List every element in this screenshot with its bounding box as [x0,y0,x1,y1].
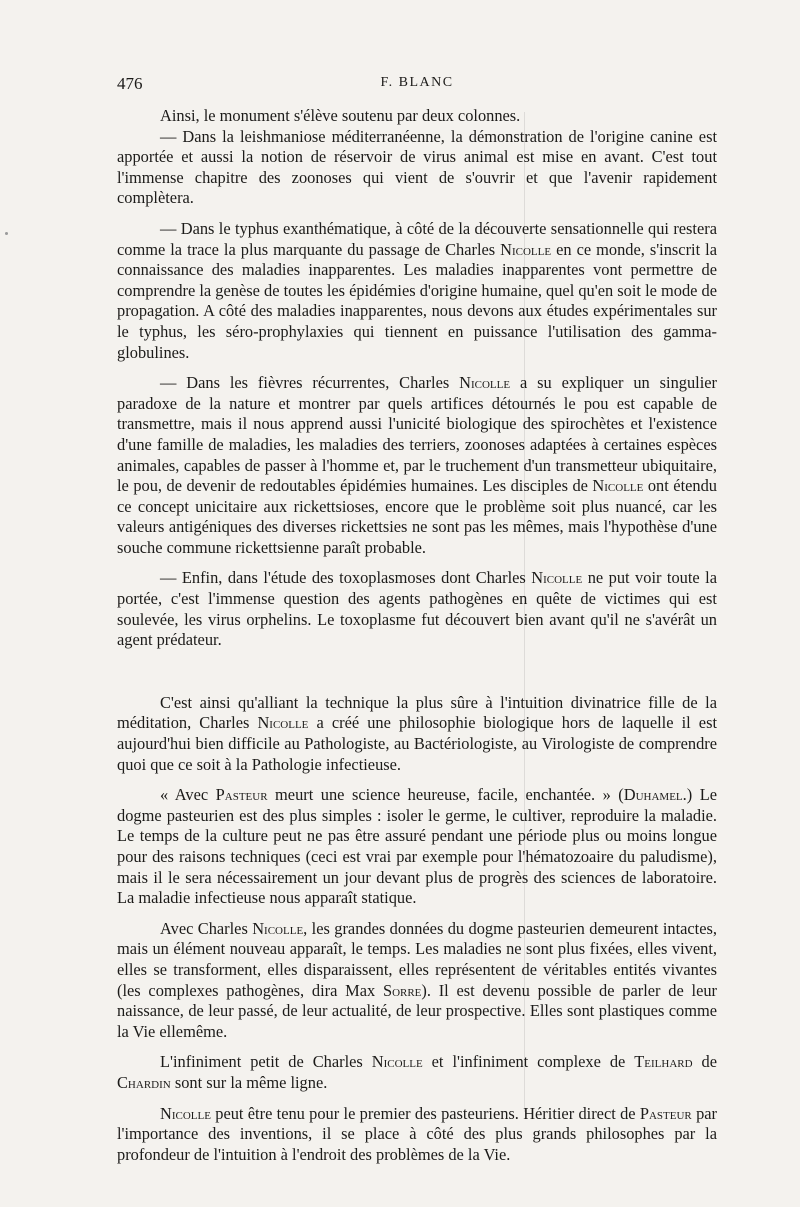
running-head: F. BLANC [380,75,454,90]
text-run: Avec Charles [160,918,253,938]
author-name: Nicolle [592,476,644,496]
text-run: — Enfin, dans l'étude des toxoplasmoses dont Charles [160,568,532,588]
paragraph [117,106,717,127]
author-name: Sorre [382,980,422,1000]
author-name: Nicolle [371,1052,423,1072]
text-run: L'infiniment petit de Charles [160,1052,372,1072]
paragraph [117,373,717,558]
text-run: — Dans les fièvres récurrentes, Charles [160,373,460,393]
paragraph [117,919,717,1043]
text-run: a créé une philosophie biologique hors de laquelle il est aujourd'hui bien difficile au Pathologiste, au Bactériologiste, au Virologiste de comprendre quoi que ce soit à la Pathologie infectieuse. [117,713,718,774]
text-run: et l'infiniment complexe de [422,1052,635,1072]
paragraph [117,1052,717,1093]
author-name: Nicolle [160,1103,211,1123]
page-header [117,74,717,98]
text-run: a su expliquer un singulier paradoxe de la nature et montrer par quels artifices détournés le pou est capable de transmettre, mais il nous apprend aussi l'unicité biologique des spirochètes et l'existence d'une famille de maladies, les maladies des terriers, zoonoses adaptées à certaines espèces animales, capables de passer à l'homme et, par le truchement d'un transmetteur ubiquitaire, le pou, de devenir de redoutables épidémies humaines. Les disciples de [117,373,717,496]
author-name: Duhamel. [623,785,687,805]
text-run: sont sur la même ligne. [170,1072,328,1092]
text-run: Ainsi, le monument s'élève soutenu par deux colonnes. [160,106,521,125]
text-run: ). Il est devenu possible de parler de leur naissance, de leur passé, de leur actualité, de leur prospective. Elles sont plastiques comme la Vie ellemême. [117,980,717,1041]
body-text [117,106,717,1165]
author-name: Nicolle [500,239,552,259]
author-name: Chardin [117,1072,171,1092]
author-name: Nicolle [459,373,511,393]
author-name: Nicolle [531,568,583,588]
author-name: Nicolle [257,713,309,733]
text-run: par l'importance des inventions, il se place à côté des plus grands philosophes par la profondeur de l'intuition à l'endroit des problèmes de la Vie. [117,1103,717,1164]
paragraph [117,568,717,650]
paragraph [117,219,717,363]
author-name: Nicolle [252,918,304,938]
text-run: en ce monde, s'inscrit la connaissance des maladies inapparentes. Les maladies inapparentes vont permettre de comprendre la genèse de toutes les épidémies d'origine humaine, quel qu'en soit le mode de propagation. A côté des maladies inapparentes, nous devons aux études expérimentales sur le typhus, les séro-prophylaxies qui tiennent en puissance l'utilisation des gamma-globulines. [117,239,717,362]
paragraph [117,127,717,209]
author-name: Pasteur [639,1103,692,1123]
page-number: 476 [117,74,143,93]
text-run: C'est ainsi qu'alliant la technique la plus sûre à l'intuition divinatrice fille de la méditation, Charles [117,692,717,733]
author-name: Pasteur [215,785,268,805]
text-run: — Dans la leishmaniose méditerranéenne, la démonstration de l'origine canine est apportée et aussi la notion de réservoir de virus animal est mise en avant. C'est tout l'immense chapitre des zoonoses qui vient de s'ouvrir et que l'avenir rapidement complètera. [117,126,717,208]
text-run: meurt une science heureuse, facile, enchantée. » ( [267,785,624,805]
text-run: , les grandes données du dogme pasteurien demeurent intactes, mais un élément nouveau apparaît, le temps. Les maladies ne sont plus fixées, elles vivent, elles se transforment, elles disparaissent, elles représentent de véritables entités vivantes (les complexes pathogènes, dira Max [117,918,717,1000]
text-run: ne put voir toute la portée, c'est l'immense question des agents pathogènes en quête de victimes qui est soulevée, les virus orphelins. Le toxoplasme fut découvert bien avant qu'il ne s'avérât un agent prédateur. [117,568,717,650]
text-run: ont étendu ce concept unicitaire aux rickettsioses, encore que le problème soit plus nuancé, car les valeurs antigéniques des diverses rickettsies ne sont pas les mêmes, mais l'hypothèse d'une souche commune rickettsienne paraît probable. [117,476,717,557]
author-name: Teilhard [634,1052,693,1072]
paragraph [117,1104,717,1166]
paragraph [117,785,717,909]
paragraph [117,693,717,775]
text-run: — Dans le typhus exanthématique, à côté de la découverte sensationnelle qui restera comme la trace la plus marquante du passage de Charles [117,218,717,259]
text-run: de [692,1052,718,1072]
text-run: peut être tenu pour le premier des pasteuriens. Héritier direct de [210,1103,640,1123]
text-run: ) Le dogme pasteurien est des plus simples : isoler le germe, le cultiver, reproduire la maladie. Le temps de la culture peut ne pas être assuré pendant une période plus ou moins longue pour des raisons techniques (ceci est vrai par exemple pour l'hématozoaire du paludisme), mais il le sera nécessairement un jour devant plus de progrès des sciences de laboratoire. La maladie infectieuse nous apparaît statique. [117,785,717,908]
text-run: « Avec [160,785,216,805]
scan-speck [5,232,8,235]
